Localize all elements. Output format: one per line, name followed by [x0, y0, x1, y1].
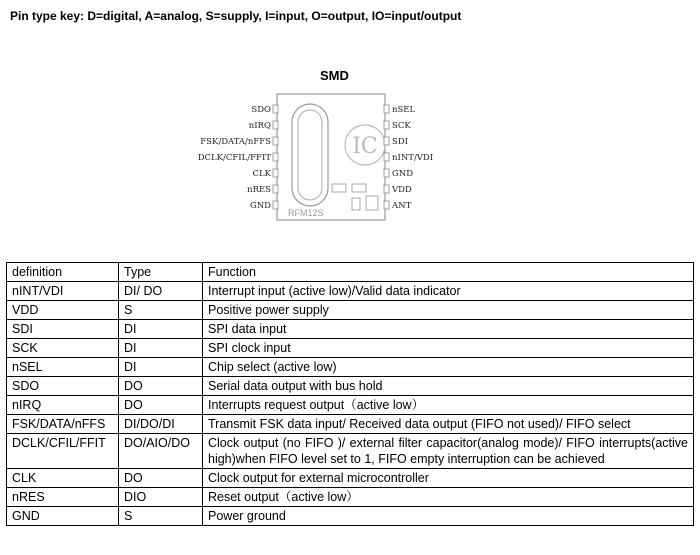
pin-name-cell: nRES	[7, 488, 119, 507]
pin-type-cell: DI	[119, 320, 203, 339]
left-pin-label: SDO	[251, 105, 271, 115]
pin-type-cell: S	[119, 507, 203, 526]
pin-function-cell: Serial data output with bus hold	[203, 377, 694, 396]
left-pin-label: GND	[249, 201, 271, 211]
table-row	[7, 396, 694, 415]
right-pin-label: nINT/VDI	[392, 153, 434, 163]
pin-function-cell: Reset output（active low）	[203, 488, 694, 507]
left-pin-label: nIRQ	[248, 121, 271, 131]
pin-function-cell: Clock output for external microcontroller	[203, 469, 694, 488]
right-pin-label: SCK	[392, 121, 411, 131]
right-pin-label: GND	[392, 169, 414, 179]
header-cell: Type	[119, 263, 203, 282]
pin-type-cell: DI/DO/DI	[119, 415, 203, 434]
right-pins	[384, 105, 433, 211]
module-diagram	[180, 92, 480, 224]
right-pin-label: ANT	[392, 201, 412, 211]
table-row	[7, 507, 694, 526]
pin-function-cell: Positive power supply	[203, 301, 694, 320]
header-cell: Function	[203, 263, 694, 282]
left-pins	[198, 105, 278, 211]
pin-function-cell: Transmit FSK data input/ Received data output (FIFO not used)/ FIFO select	[203, 415, 694, 434]
pin-type-cell: DIO	[119, 488, 203, 507]
right-pin-label: nSEL	[392, 105, 416, 115]
table-row	[7, 415, 694, 434]
pin-name-cell: CLK	[7, 469, 119, 488]
pin-name-cell: nIRQ	[7, 396, 119, 415]
table-row	[7, 301, 694, 320]
table-row	[7, 469, 694, 488]
pin-type-cell: DI/ DO	[119, 282, 203, 301]
table-row	[7, 320, 694, 339]
pin-definition-table	[6, 262, 694, 526]
pin-type-cell: DO	[119, 396, 203, 415]
pin-type-cell: DO	[119, 469, 203, 488]
pin-function-cell: SPI data input	[203, 320, 694, 339]
table-row	[7, 358, 694, 377]
pin-function-cell: Power ground	[203, 507, 694, 526]
pin-type-key: Pin type key: D=digital, A=analog, S=supply, I=input, O=output, IO=input/output	[10, 9, 462, 23]
right-pin-label: VDD	[392, 185, 412, 195]
pin-type-cell: DO/AIO/DO	[119, 434, 203, 469]
pin-name-cell: SDI	[7, 320, 119, 339]
pin-function-cell: Interrupt input (active low)/Valid data indicator	[203, 282, 694, 301]
table-row	[7, 488, 694, 507]
left-pin-label: CLK	[252, 169, 271, 179]
pin-type-cell: DO	[119, 377, 203, 396]
table-row	[7, 434, 694, 469]
table-row	[7, 282, 694, 301]
pin-function-cell: Clock output (no FIFO )/ external filter capacitor(analog mode)/ FIFO interrupts(active high)when FIFO level set to 1, FIFO empty interruption can be achieved	[203, 434, 694, 469]
left-pin-label: nRES	[247, 185, 271, 195]
pin-name-cell: DCLK/CFIL/FFIT	[7, 434, 119, 469]
table-row	[7, 377, 694, 396]
right-pin-label: SDI	[392, 137, 408, 147]
header-cell: definition	[7, 263, 119, 282]
pin-function-cell: SPI clock input	[203, 339, 694, 358]
pin-name-cell: nINT/VDI	[7, 282, 119, 301]
pin-type-cell: DI	[119, 339, 203, 358]
pin-name-cell: VDD	[7, 301, 119, 320]
left-pin-label: FSK/DATA/nFFS	[200, 137, 271, 147]
pin-type-cell: S	[119, 301, 203, 320]
package-label: SMD	[320, 68, 349, 83]
crystal-icon	[292, 104, 328, 206]
pin-name-cell: SCK	[7, 339, 119, 358]
table-row	[7, 339, 694, 358]
module-name: RFM12S	[288, 208, 324, 218]
pin-function-cell: Interrupts request output（active low）	[203, 396, 694, 415]
pin-name-cell: nSEL	[7, 358, 119, 377]
left-pin-label: DCLK/CFIL/FFIT	[197, 153, 271, 163]
ic-mark: IC	[352, 134, 378, 159]
pin-function-cell: Chip select (active low)	[203, 358, 694, 377]
pin-name-cell: SDO	[7, 377, 119, 396]
pin-type-cell: DI	[119, 358, 203, 377]
pin-name-cell: FSK/DATA/nFFS	[7, 415, 119, 434]
pin-name-cell: GND	[7, 507, 119, 526]
table-header-row	[7, 263, 694, 282]
